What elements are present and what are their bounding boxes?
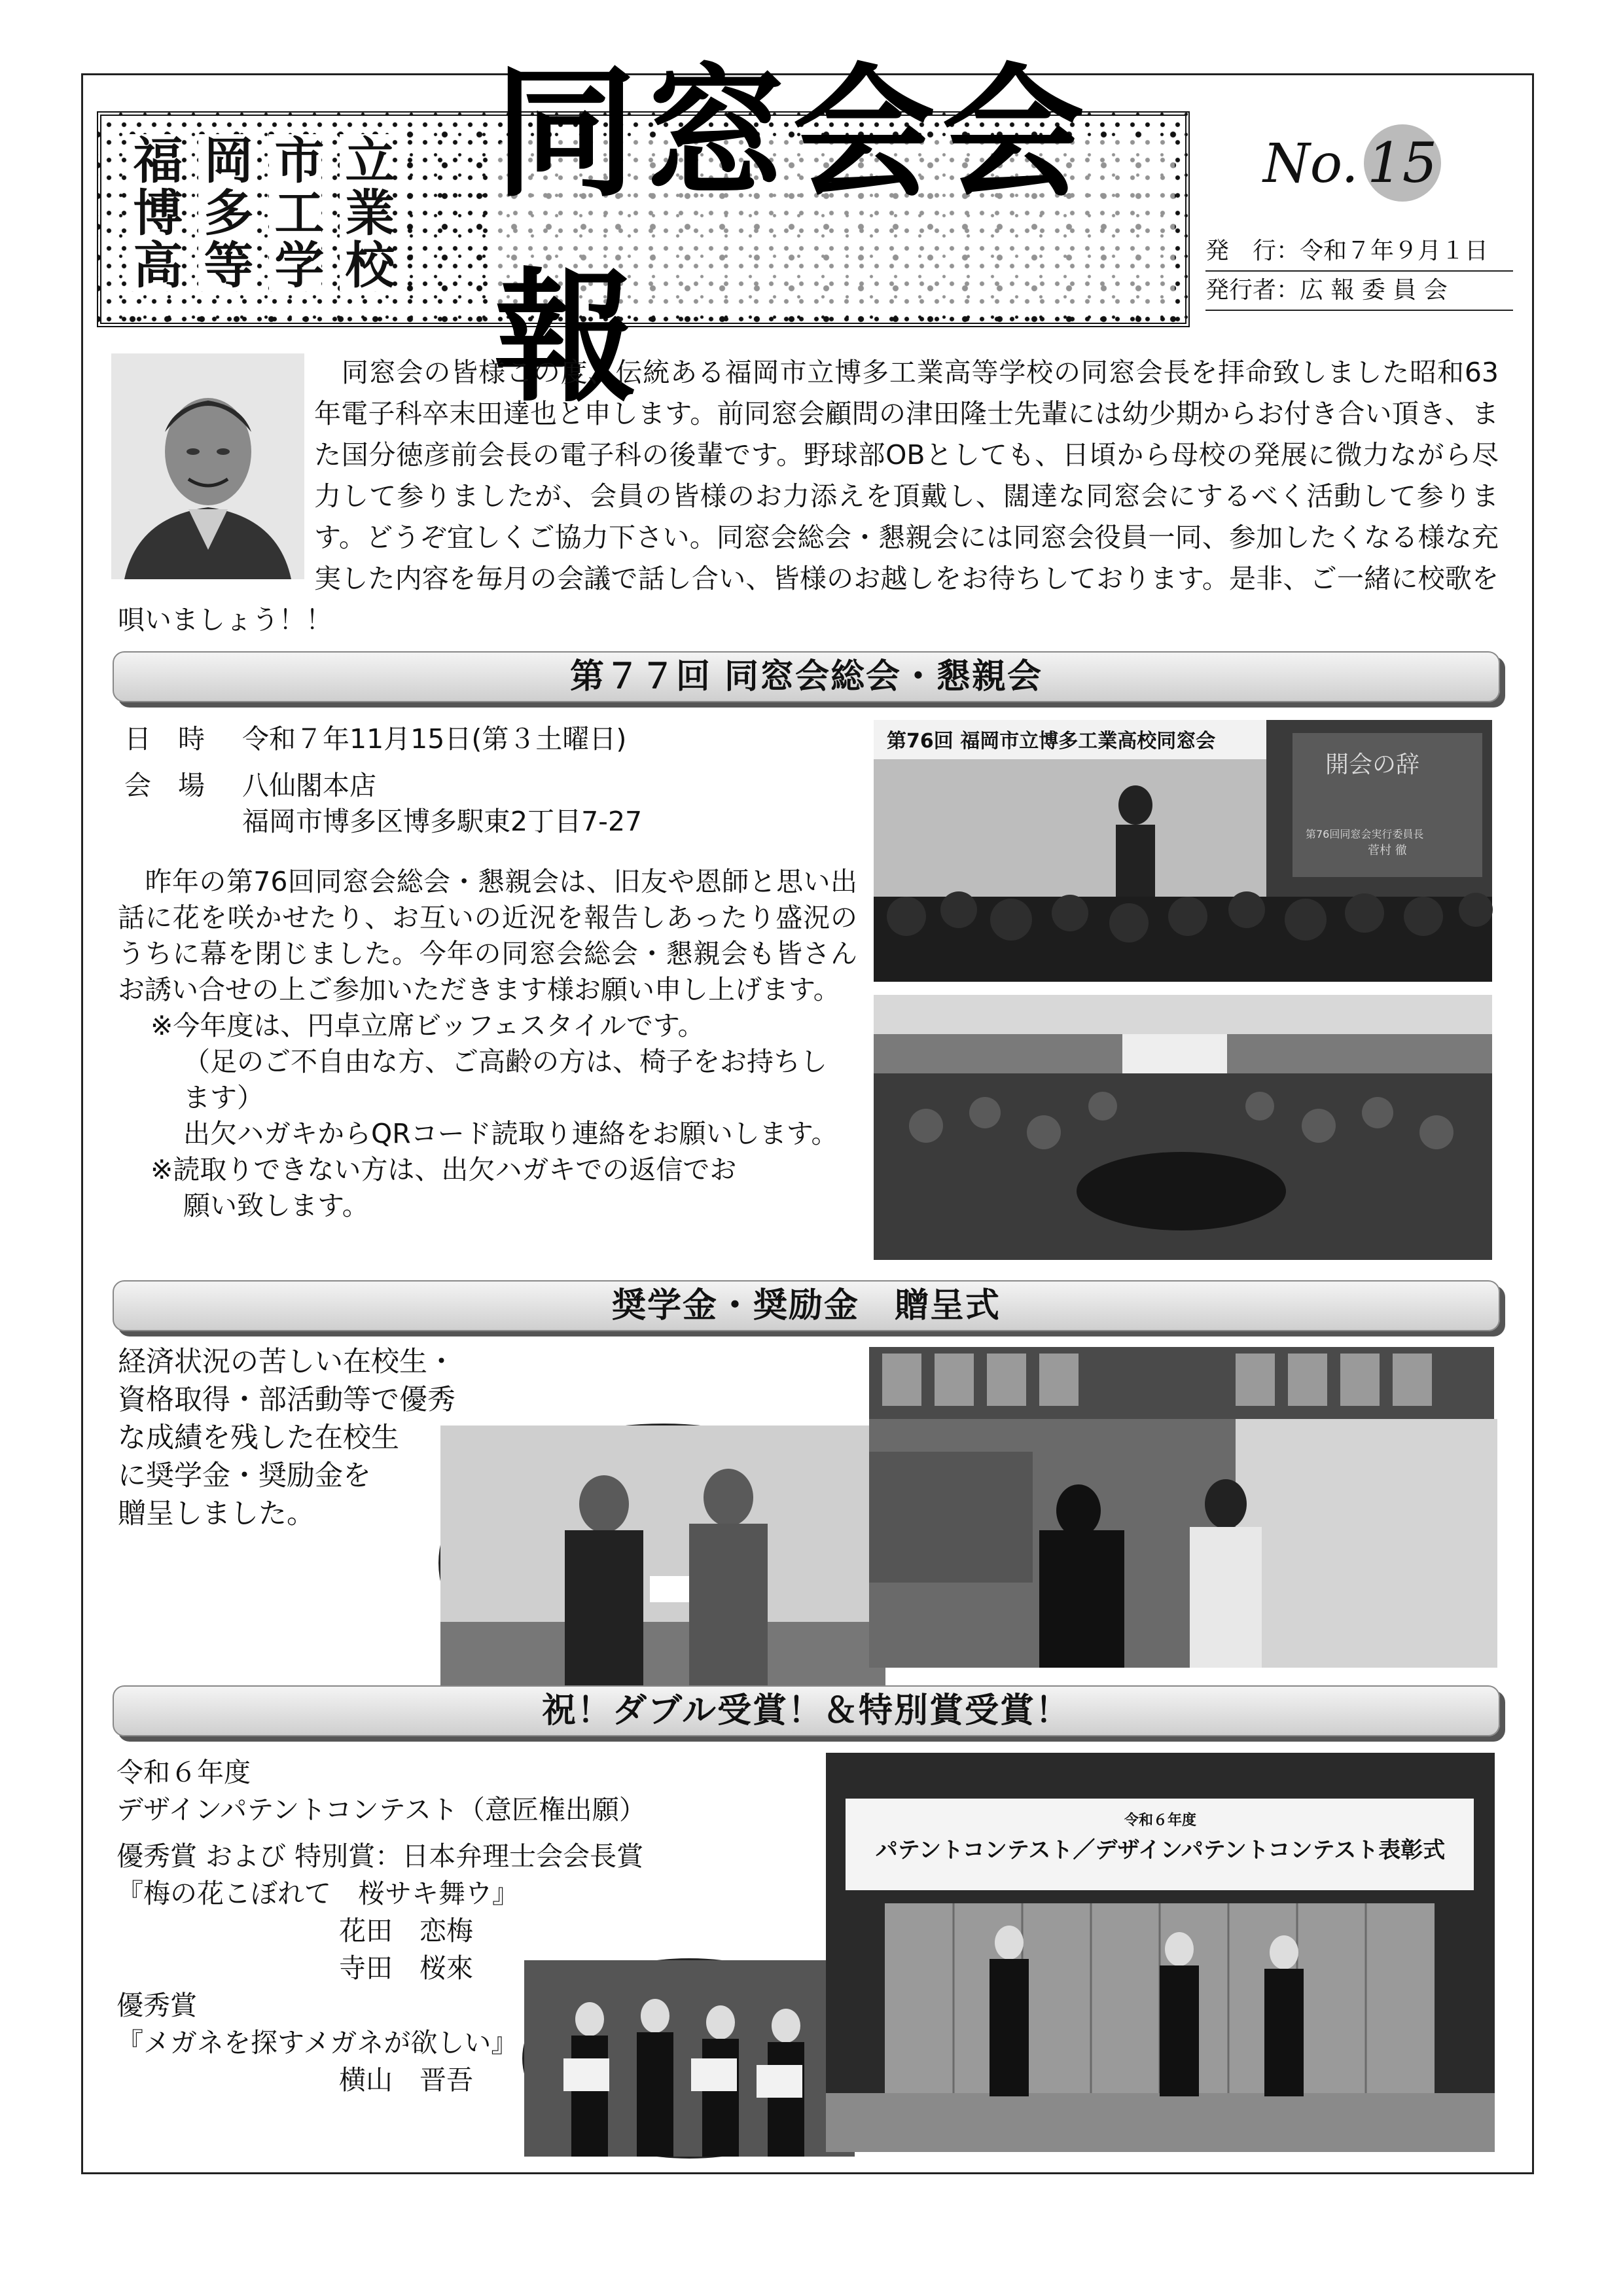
reunion-photo-hall — [874, 995, 1492, 1260]
scholarship-photo-oval — [438, 1424, 887, 1702]
issue-prefix: No. — [1263, 133, 1359, 195]
publisher: 発行者：広 報 委 員 会 — [1205, 272, 1513, 311]
award-contest: デザインパテントコンテスト（意匠権出願） — [116, 1794, 646, 1825]
newsletter-title: 同窓会会報 — [494, 138, 1175, 310]
scholarship-line-2: 資格取得・部活動等で優秀 — [118, 1384, 455, 1416]
reunion-note-2: ※読取りできない方は、出欠ハガキでの返信でお — [151, 1154, 737, 1185]
scholarship-line-5: 贈呈しました。 — [118, 1498, 315, 1530]
school-name-col-4: 立業校 — [337, 134, 395, 291]
section-heading-awards: 祝！ダブル受賞！＆特別賞受賞！ — [113, 1685, 1500, 1736]
scholarship-photo-ceremony — [869, 1347, 1494, 1668]
section-heading-reunion: 第７７回 同窓会総会・懇親会 — [113, 651, 1500, 702]
event-venue-row — [118, 768, 870, 804]
portrait-spacer — [118, 352, 314, 594]
issue-date: 発 行：令和７年９月１日 — [1205, 232, 1513, 272]
scholarship-line-3: な成績を残した在校生 — [118, 1422, 399, 1454]
school-name-col-3: 市工学 — [266, 134, 325, 291]
awards-photo-ceremony — [826, 1753, 1495, 2152]
awards-photo-oval — [522, 1958, 857, 2159]
intro-text-block — [118, 352, 1499, 641]
event-venue-address: 福岡市博多区博多駅東2丁目7-27 — [242, 806, 643, 837]
event-date-label: 日 時 — [124, 723, 205, 755]
event-venue-name: 八仙閣本店 — [242, 770, 376, 801]
award-1-name-1: 花田 恋梅 — [339, 1915, 473, 1946]
reunion-note-1: ※今年度は、円卓立席ビッフェスタイルです。 — [151, 1010, 705, 1041]
reunion-note-1-sub-3: 出欠ハガキからQRコード読取り連絡をお願いします。 — [183, 1118, 838, 1149]
award-1-name-2: 寺田 桜來 — [339, 1952, 473, 1984]
photo-banner-text: 第76回 福岡市立博多工業高校同窓会 — [887, 730, 1216, 753]
school-name-col-2: 岡多等 — [196, 134, 254, 291]
reunion-photo-stage — [874, 720, 1492, 982]
scholarship-line-1: 経済状況の苦しい在校生・ — [118, 1346, 455, 1378]
issue-number-badge: 15 — [1364, 124, 1441, 202]
reunion-note-1-sub-2: ます） — [183, 1082, 264, 1113]
photo-screen-sub-2: 菅村 徹 — [1368, 844, 1407, 857]
award-2-title: 優秀賞 — [116, 1990, 197, 2021]
masthead — [97, 49, 1190, 422]
reunion-paragraph: 昨年の第76回同窓会総会・懇親会は、旧友や恩師と思い出話に花を咲かせたり、お互いの近況を報告しあったり盛況のうちに幕を閉じました。今年の同窓会総会・懇親会も皆さんお誘い合せの上ご参加いただきます様お願い申し上げます。 — [118, 866, 857, 1005]
event-details — [118, 721, 870, 840]
school-name-col-1: 福博高 — [125, 134, 183, 291]
reunion-body — [118, 864, 857, 1224]
award-2-name: 横山 晋吾 — [339, 2064, 473, 2096]
awards-banner-title: パテントコンテスト／デザインパテントコンテスト表彰式 — [875, 1837, 1446, 1863]
reunion-note-2-sub: 願い致します。 — [183, 1190, 369, 1221]
scholarship-line-4: に奨学金・奨励金を — [118, 1460, 371, 1492]
issue-number — [1263, 124, 1441, 202]
event-venue-label: 会 場 — [124, 770, 205, 801]
award-year: 令和６年度 — [116, 1757, 251, 1788]
award-1-title: 優秀賞 および 特別賞：日本弁理士会会長賞 — [116, 1840, 644, 1872]
section-heading-scholarship: 奨学金・奨励金 贈呈式 — [113, 1280, 1500, 1331]
award-1-work: 『梅の花こぼれて 桜サキ舞ウ』 — [116, 1878, 519, 1909]
event-date-row — [118, 721, 870, 757]
photo-screen-sub-1: 第76回同窓会実行委員長 — [1306, 828, 1424, 840]
awards-banner-year: 令和６年度 — [1124, 1812, 1197, 1829]
award-2-work: 『メガネを探すメガネが欲しい』 — [116, 2027, 518, 2058]
publication-info — [1205, 232, 1513, 311]
event-date-value: 令和７年11月15日(第３土曜日) — [242, 723, 627, 755]
photo-screen-title: 開会の辞 — [1325, 751, 1420, 778]
intro-paragraph: 同窓会の皆様この度、伝統ある福岡市立博多工業高等学校の同窓会長を拝命致しました昭和63年電子科卒末田達也と申します。前同窓会顧問の津田隆士先輩には幼少期からお付き合い頂き、また国分徳彦前会長の電子科の後輩です。野球部OBとしても、日頃から母校の発展に微力ながら尽力して参りましたが、会員の皆様のお力添えを頂戴し、闊達な同窓会にするべく活動して参ります。どうぞ宜しくご協力下さい。同窓会総会・懇親会には同窓会役員一同、参加したくなる様な充実した内容を毎月の会議で話し合い、皆様のお越しをお待ちしております。是非、ご一緒に校歌を唄いましょう！！ — [118, 357, 1499, 636]
reunion-note-1-sub-1: （足のご不自由な方、ご高齢の方は、椅子をお持ちし — [183, 1046, 827, 1077]
